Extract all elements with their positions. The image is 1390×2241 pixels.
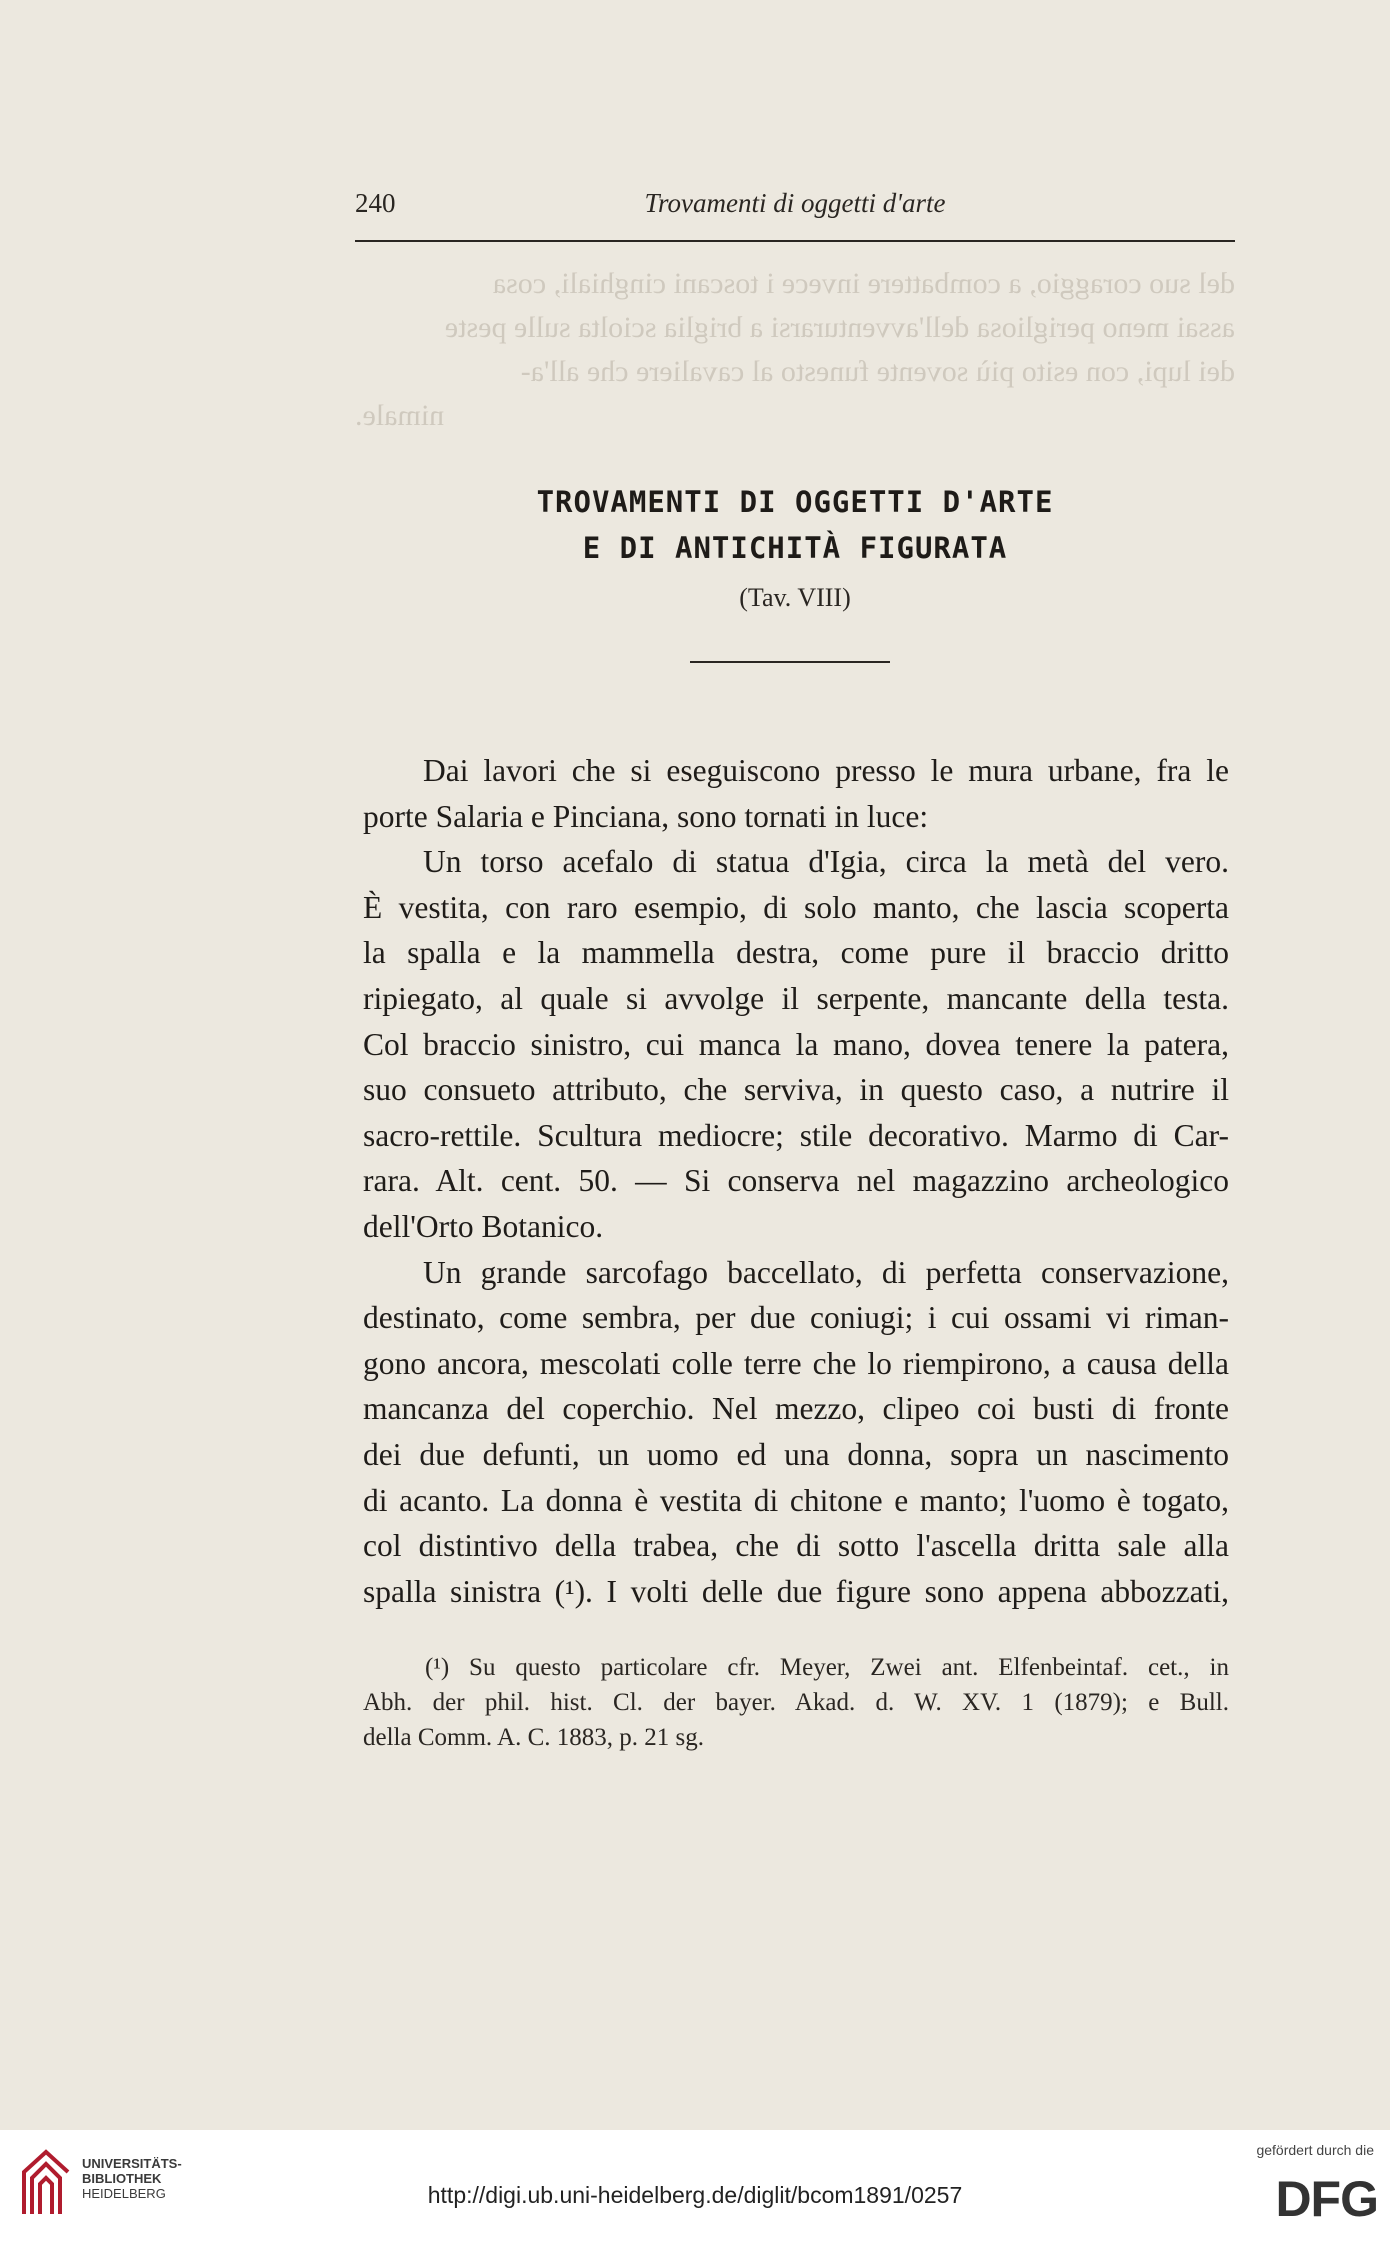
text-line: gono ancora, mescolati colle terre che lo riempirono, a causa della [363,1345,1229,1381]
footnotes [363,1650,1229,1755]
text-line: Un grande sarcofago baccellato, di perfetta conservazione, [423,1254,1229,1290]
header-rule [355,240,1235,242]
text-line: porte Salaria e Pinciana, sono tornati in luce: [363,798,929,834]
body-text [363,748,1229,1614]
text-line: ripiegato, al quale si avvolge il serpente, mancante della testa. [363,980,1229,1016]
article-title-line-2: E DI ANTICHITÀ FIGURATA [582,531,1008,565]
text-line: destinato, come sembra, per due coniugi; i cui ossami vi riman- [363,1300,1229,1336]
funder-caption: gefördert durch die [1256,2142,1374,2158]
running-title: Trovamenti di oggetti d'arte [644,188,946,218]
footnote-line: (¹) Su questo particolare cfr. Meyer, Zwei ant. Elfenbeintaf. cet., in [425,1654,1229,1681]
library-name-line: HEIDELBERG [82,2186,166,2201]
footnote-line: della Comm. A. C. 1883, p. 21 sg. [363,1724,704,1751]
plate-reference: (Tav. VIII) [739,583,851,612]
text-line: mancanza del coperchio. Nel mezzo, clipeo coi busti di fronte [363,1391,1229,1427]
title-rule [690,661,890,663]
bleed-through-line: dei lupi, con esito più sovente funesto al cavaliere che all'a- [520,355,1235,388]
digitization-footer [0,2130,1390,2241]
text-line: col distintivo della trabea, che di sotto l'ascella dritta sale alla [363,1528,1229,1564]
bleed-through-line: del suo coraggio, a combattere invece i toscani cinghiali, cosa [492,267,1235,300]
text-line: di acanto. La donna è vestita di chitone e manto; l'uomo è togato, [363,1482,1229,1518]
library-name-line: UNIVERSITÄTS- [82,2156,182,2171]
text-line: la spalla e la mammella destra, come pure il braccio dritto [363,935,1229,971]
library-name-line: BIBLIOTHEK [82,2171,162,2186]
text-line: spalla sinistra (¹). I volti delle due figure sono appena abbozzati, [363,1573,1229,1609]
page-number: 240 [355,188,396,218]
article-title-line-1: TROVAMENTI DI OGGETTI D'ARTE [536,485,1054,519]
text-line: Col braccio sinistro, cui manca la mano, dovea tenere la patera, [363,1026,1229,1062]
permalink-url[interactable]: http://digi.ub.uni-heidelberg.de/diglit/bcom1891/0257 [427,2182,963,2208]
text-line: È vestita, con raro esempio, di solo manto, che lascia scoperta [363,889,1229,925]
text-line: rara. Alt. cent. 50. — Si conserva nel magazzino archeologico [363,1163,1229,1199]
text-line: Un torso acefalo di statua d'Igia, circa la metà del vero. [423,844,1229,880]
text-line: dell'Orto Botanico. [363,1208,604,1244]
dfg-logo: DFG [1275,2171,1378,2227]
text-line: suo consueto attributo, che serviva, in questo caso, a nutrire il [363,1072,1229,1108]
running-header [355,188,1235,228]
text-line: Dai lavori che si eseguiscono presso le mura urbane, fra le [423,753,1229,788]
bleed-through-line: assai meno perigliosa dell'avventurarsi a briglia sciolta sulle peste [444,311,1235,344]
text-line: dei due defunti, un uomo ed una donna, sopra un nascimento [363,1436,1229,1472]
bleed-through-line: nimale. [355,399,445,432]
text-line: sacro-rettile. Scultura mediocre; stile decorativo. Marmo di Car- [363,1117,1229,1153]
footnote-line: Abh. der phil. hist. Cl. der bayer. Akad. d. W. XV. 1 (1879); e Bull. [363,1689,1229,1716]
